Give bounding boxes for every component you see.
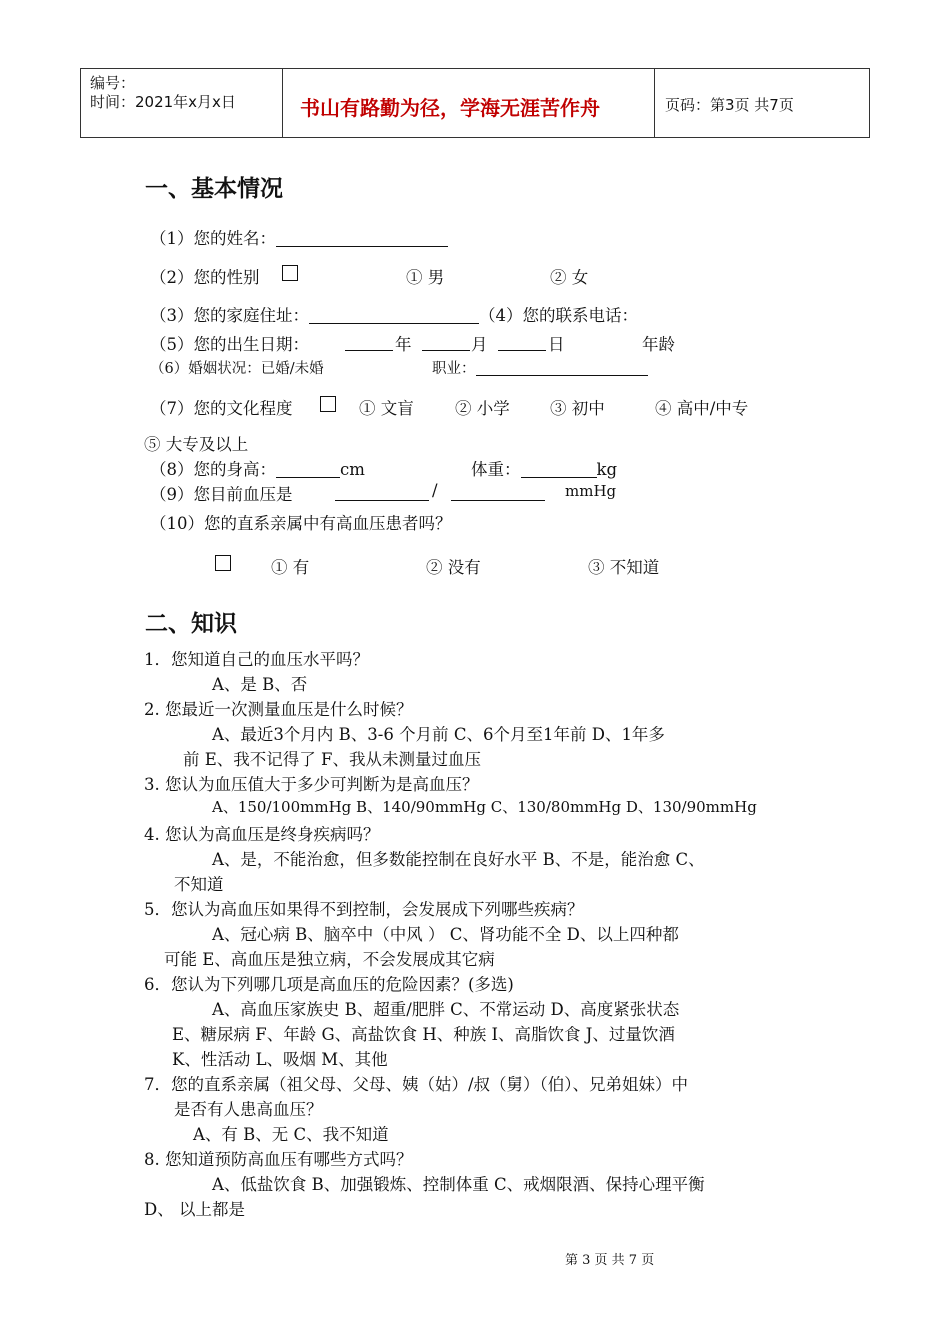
education-option-4: ④ 高中/中专 [655, 399, 749, 418]
header-divider [869, 69, 870, 137]
knowledge-line: A、低盐饮食 B、加强锻炼、控制体重 C、戒烟限酒、保持心理平衡 [212, 1175, 705, 1194]
knowledge-line: A、是 B、否 [212, 675, 308, 694]
education-option-5: ⑤ 大专及以上 [144, 435, 249, 454]
birth-day-blank[interactable] [498, 334, 546, 351]
weight-label: 体重： [471, 460, 521, 479]
knowledge-line: 3. 您认为血压值大于多少可判断为是高血压？ [144, 775, 479, 794]
family-option-yes: ① 有 [271, 558, 310, 577]
question-8 [150, 456, 365, 480]
height-label: （8）您的身高： [150, 460, 276, 479]
header-motto: 书山有路勤为径，学海无涯苦作舟 [300, 96, 600, 120]
birth-year-unit: 年 [395, 335, 412, 354]
birth-year-blank[interactable] [345, 334, 393, 351]
knowledge-line: D、 以上都是 [144, 1200, 245, 1219]
gender-checkbox[interactable] [282, 265, 298, 281]
question-9-label: （9）您目前血压是 [150, 485, 293, 504]
birth-day-unit: 日 [548, 335, 565, 354]
question-4-label: （4）您的联系电话： [479, 306, 638, 325]
question-3 [150, 302, 638, 326]
question-3-label: （3）您的家庭住址： [150, 306, 309, 325]
family-option-unknown: ③ 不知道 [588, 558, 660, 577]
knowledge-line: 1．您知道自己的血压水平吗？ [144, 650, 369, 669]
weight-field [471, 456, 617, 480]
knowledge-line: 前 E、我不记得了 F、我从未测量过血压 [183, 750, 481, 769]
bp-separator: / [432, 481, 438, 500]
question-1-label: （1）您的姓名： [150, 229, 276, 248]
birth-month-unit: 月 [471, 335, 488, 354]
question-10-label: （10）您的直系亲属中有高血压患者吗？ [150, 514, 452, 533]
header-number-label: 编号： [90, 74, 136, 92]
bp-unit: mmHg [565, 482, 617, 500]
knowledge-line: 是否有人患高血压？ [174, 1100, 323, 1119]
header-page-info: 页码：第3页 共7页 [665, 96, 794, 114]
job-blank[interactable] [476, 360, 648, 376]
birth-month-blank[interactable] [422, 334, 470, 351]
knowledge-line: A、高血压家族史 B、超重/肥胖 C、不常运动 D、高度紧张状态 [212, 1000, 680, 1019]
knowledge-line: K、性活动 L、吸烟 M、其他 [172, 1050, 388, 1069]
family-history-checkbox[interactable] [215, 555, 231, 571]
diastolic-blank[interactable] [451, 484, 545, 501]
knowledge-line: A、最近3个月内 B、3-6 个月前 C、6个月至1年前 D、1年多 [212, 725, 665, 744]
education-checkbox[interactable] [320, 396, 336, 412]
knowledge-line: 5．您认为高血压如果得不到控制，会发展成下列哪些疾病？ [144, 900, 584, 919]
page-footer: 第 3 页 共 7 页 [565, 1253, 655, 1268]
question-6-label: （6）婚姻状况：已婚/未婚 [150, 361, 324, 377]
header-divider [282, 69, 283, 137]
knowledge-line: 不知道 [174, 875, 224, 894]
gender-option-female: ② 女 [550, 268, 589, 287]
gender-option-male: ① 男 [406, 268, 445, 287]
education-option-2: ② 小学 [455, 399, 510, 418]
height-blank[interactable] [276, 461, 340, 478]
job-label: 职业： [432, 361, 476, 377]
knowledge-line: A、150/100mmHg B、140/90mmHg C、130/80mmHg D、130/90mmHg [212, 798, 757, 816]
knowledge-line: 4. 您认为高血压是终身疾病吗？ [144, 825, 380, 844]
weight-unit: kg [596, 460, 618, 479]
family-option-no: ② 没有 [426, 558, 481, 577]
knowledge-line: 可能 E、高血压是独立病，不会发展成其它病 [164, 950, 495, 969]
knowledge-line: 6．您认为下列哪几项是高血压的危险因素？(多选) [144, 975, 514, 994]
question-7-label: （7）您的文化程度 [150, 399, 293, 418]
age-label: 年龄 [642, 335, 675, 354]
question-5-label: （5）您的出生日期： [150, 335, 309, 354]
header-time-label: 时间：2021年x月x日 [90, 93, 236, 111]
question-1 [150, 225, 448, 249]
education-option-3: ③ 初中 [550, 399, 605, 418]
knowledge-line: A、有 B、无 C、我不知道 [193, 1125, 389, 1144]
question-6-job [432, 357, 648, 378]
header-divider [80, 69, 81, 137]
header-divider [654, 69, 655, 137]
question-2-label: （2）您的性别 [150, 268, 260, 287]
knowledge-line: 2. 您最近一次测量血压是什么时候？ [144, 700, 413, 719]
section-title-basic-info: 一、基本情况 [145, 175, 283, 202]
education-option-1: ① 文盲 [359, 399, 414, 418]
section-title-knowledge: 二、知识 [145, 610, 237, 637]
knowledge-line: 7．您的直系亲属（祖父母、父母、姨（姑）/叔（舅）（伯）、兄弟姐妹）中 [144, 1075, 689, 1094]
height-unit: cm [340, 460, 365, 479]
knowledge-line: A、冠心病 B、脑卒中（中风 ） C、肾功能不全 D、以上四种都 [212, 925, 679, 944]
systolic-blank[interactable] [335, 484, 429, 501]
knowledge-line: A、是，不能治愈，但多数能控制在良好水平 B、不是，能治愈 C、 [212, 850, 705, 869]
knowledge-line: 8. 您知道预防高血压有哪些方式吗？ [144, 1150, 413, 1169]
name-blank[interactable] [276, 230, 448, 247]
knowledge-line: E、糖尿病 F、年龄 G、高盐饮食 H、种族 I、高脂饮食 J、过量饮酒 [172, 1025, 675, 1044]
weight-blank[interactable] [521, 461, 597, 478]
address-blank[interactable] [309, 307, 479, 324]
